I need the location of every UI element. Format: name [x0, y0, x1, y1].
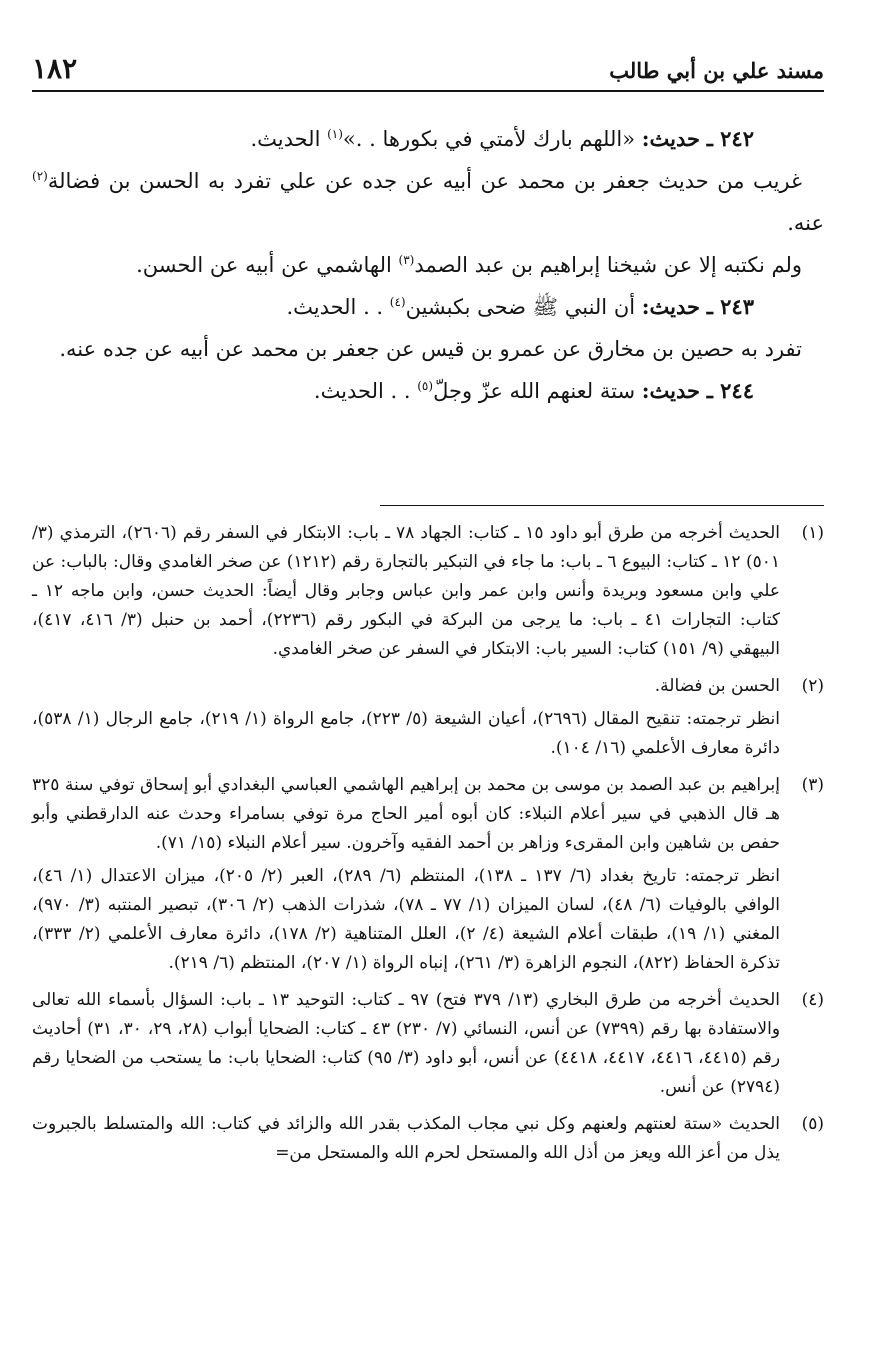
footnote-body [32, 986, 780, 1106]
narration-paragraph [32, 160, 824, 244]
footnote-ref: (١) [327, 127, 343, 141]
paragraph-tail: . . الحديث. [313, 379, 411, 403]
paragraph-text: ستة لعنهم الله عزّ وجلّ [433, 379, 636, 403]
hadith-number: ٢٤٢ ـ [706, 126, 754, 151]
footnote [32, 986, 824, 1106]
narration-paragraph [32, 328, 824, 370]
paragraph-tail: عنه. [787, 211, 824, 235]
main-text [32, 118, 824, 412]
footnotes [32, 519, 824, 1176]
footnote-paragraph: الحسن بن فضالة. [654, 676, 780, 696]
footnote-ref: (٣) [398, 253, 415, 267]
page-number: ١٨٢ [32, 52, 78, 85]
hadith-label: حديث: [641, 294, 700, 319]
footnote-number: (٢) [801, 676, 824, 696]
paragraph-text: تفرد به حصين بن مخارق عن عمرو بن قيس عن جعفر بن محمد عن أبيه عن جده عنه. [59, 337, 802, 361]
paragraph-text: غريب من حديث جعفر بن محمد عن أبيه عن جده عن علي تفرد به الحسن بن فضالة [47, 169, 802, 193]
footnote-separator [380, 505, 824, 506]
paragraph-tail: الهاشمي عن أبيه عن الحسن. [136, 253, 392, 277]
footnote-ref: (٥) [417, 379, 434, 393]
paragraph-text: أن النبي ﷺ ضحى بكبشين [405, 295, 636, 319]
footnote [32, 771, 824, 982]
running-title: مسند علي بن أبي طالب [609, 58, 824, 83]
footnote-number: (١) [801, 523, 824, 543]
hadith-entry [32, 118, 824, 160]
footnote-number: (٤) [801, 990, 824, 1010]
footnote [32, 672, 824, 767]
footnote-paragraph: انظر ترجمته: تاريخ بغداد (٦/ ١٣٧ ـ ١٣٨)، المنتظم (٦/ ٢٨٩)، العبر (٢/ ٢٠٥)، ميزان الاعتدال (١/ ٤٦)، الوافي بالوفيات (٦/ ٤٨)، لسان الميزان (١/ ٧٧ ـ ٧٨)، شذرات الذهب (٢/ ٣٠٦)، تبصير المنتبه (٣/ ٩٧٠)، المغني (١/ ١٩)، طبقات أعلام الشيعة (٤/ ٢)، العلل المتناهية (٢/ ١٧٨)، دائرة معارف الأعلمي (٢/ ٣٣٣)، تذكرة الحفاظ (٨٢٢)، النجوم الزاهرة (٣/ ٢٦١)، إنباه الرواة (١/ ٢٠٧)، المنتظم (٦/ ٢١٩). [32, 866, 780, 973]
paragraph-tail: . . الحديث. [286, 295, 384, 319]
footnote-body [32, 1110, 780, 1172]
footnote-body [32, 672, 780, 767]
paragraph-text: ولم نكتبه إلا عن شيخنا إبراهيم بن عبد الصمد [414, 253, 802, 277]
hadith-number: ٢٤٣ ـ [706, 294, 754, 319]
footnote-paragraph: إبراهيم بن عبد الصمد بن موسى بن محمد بن إبراهيم الهاشمي العباسي البغدادي أبو إسحاق توفي سنة ٣٢٥ هـ قال الذهبي في سير أعلام النبلاء: كان أبوه أمير الحاج مرة توفي بسامراء وحدث عنه الدارقطني وأبو حفص بن شاهين وابن المقرىء وزاهر بن أحمد الفقيه وآخرون. سير أعلام النبلاء (١٥/ ٧١). [32, 775, 780, 853]
hadith-entry [32, 370, 824, 412]
header-rule [32, 90, 824, 92]
hadith-label: حديث: [641, 126, 700, 151]
footnote-body [32, 519, 780, 668]
running-header [32, 52, 824, 92]
footnote [32, 519, 824, 668]
footnote-paragraph: الحديث أخرجه من طرق البخاري (١٣/ ٣٧٩ فتح) ٩٧ ـ كتاب: التوحيد ١٣ ـ باب: السؤال بأسماء الله تعالى والاستفادة بها رقم (٧٣٩٩) عن أنس، النسائي (٧/ ٢٣٠) ٤٣ ـ كتاب: الضحايا أبواب (٢٨، ٢٩، ٣٠، ٣١) أحاديث رقم (٤٤١٥، ٤٤١٦، ٤٤١٧، ٤٤١٨) عن أنس، أبو داود (٣/ ٩٥) كتاب: الضحايا باب: ما يستحب من الضحايا رقم (٢٧٩٤) عن أنس. [32, 990, 781, 1097]
footnote-paragraph: انظر ترجمته: تنقيح المقال (٢٦٩٦)، أعيان الشيعة (٥/ ٢٢٣)، جامع الرواة (١/ ٢١٩)، جامع الرجال (١/ ٥٣٨)، دائرة معارف الأعلمي (١٦/ ١٠٤). [32, 709, 781, 758]
paragraph-tail: الحديث. [250, 127, 321, 151]
footnote-body [32, 771, 780, 982]
hadith-label: حديث: [641, 378, 700, 403]
footnote-ref: (٢) [32, 169, 48, 183]
footnote-ref: (٤) [389, 295, 406, 309]
footnote-number: (٥) [801, 1114, 824, 1134]
footnote [32, 1110, 824, 1172]
narration-paragraph [32, 244, 824, 286]
paragraph-text: «اللهم بارك لأمتي في بكورها . .» [342, 127, 636, 151]
hadith-number: ٢٤٤ ـ [706, 378, 754, 403]
footnote-paragraph: الحديث أخرجه من طرق أبو داود ١٥ ـ كتاب: الجهاد ٧٨ ـ باب: الابتكار في السفر رقم (٢٦٠٦)، الترمذي (٣/ ٥٠١) ١٢ ـ كتاب: البيوع ٦ ـ باب: ما جاء في التبكير بالتجارة رقم (١٢١٢) عن صخر الغامدي وقال: بالباب: عن علي وابن مسعود وبريدة وأنس وابن عمر وابن عباس وجابر وقال أيضاً: الحديث حسن، وابن ماجه ١٢ ـ كتاب: التجارات ٤١ ـ باب: ما يرجى من البركة في البكور رقم (٢٢٣٦)، أحمد بن حنبل (٣/ ٤١٦، ٤١٧)، البيهقي (٩/ ١٥١) كتاب: السير باب: الابتكار في السفر عن صخر الغامدي. [32, 523, 781, 659]
footnote-number: (٣) [801, 775, 824, 795]
hadith-entry [32, 286, 824, 328]
footnote-paragraph: الحديث «ستة لعنتهم ولعنهم وكل نبي مجاب المكذب بقدر الله والزائد في كتاب: الله والمتسلط بالجبروت يذل من أعز الله ويعز من أذل الله والمستحل لحرم الله والمستحل من= [32, 1114, 780, 1163]
